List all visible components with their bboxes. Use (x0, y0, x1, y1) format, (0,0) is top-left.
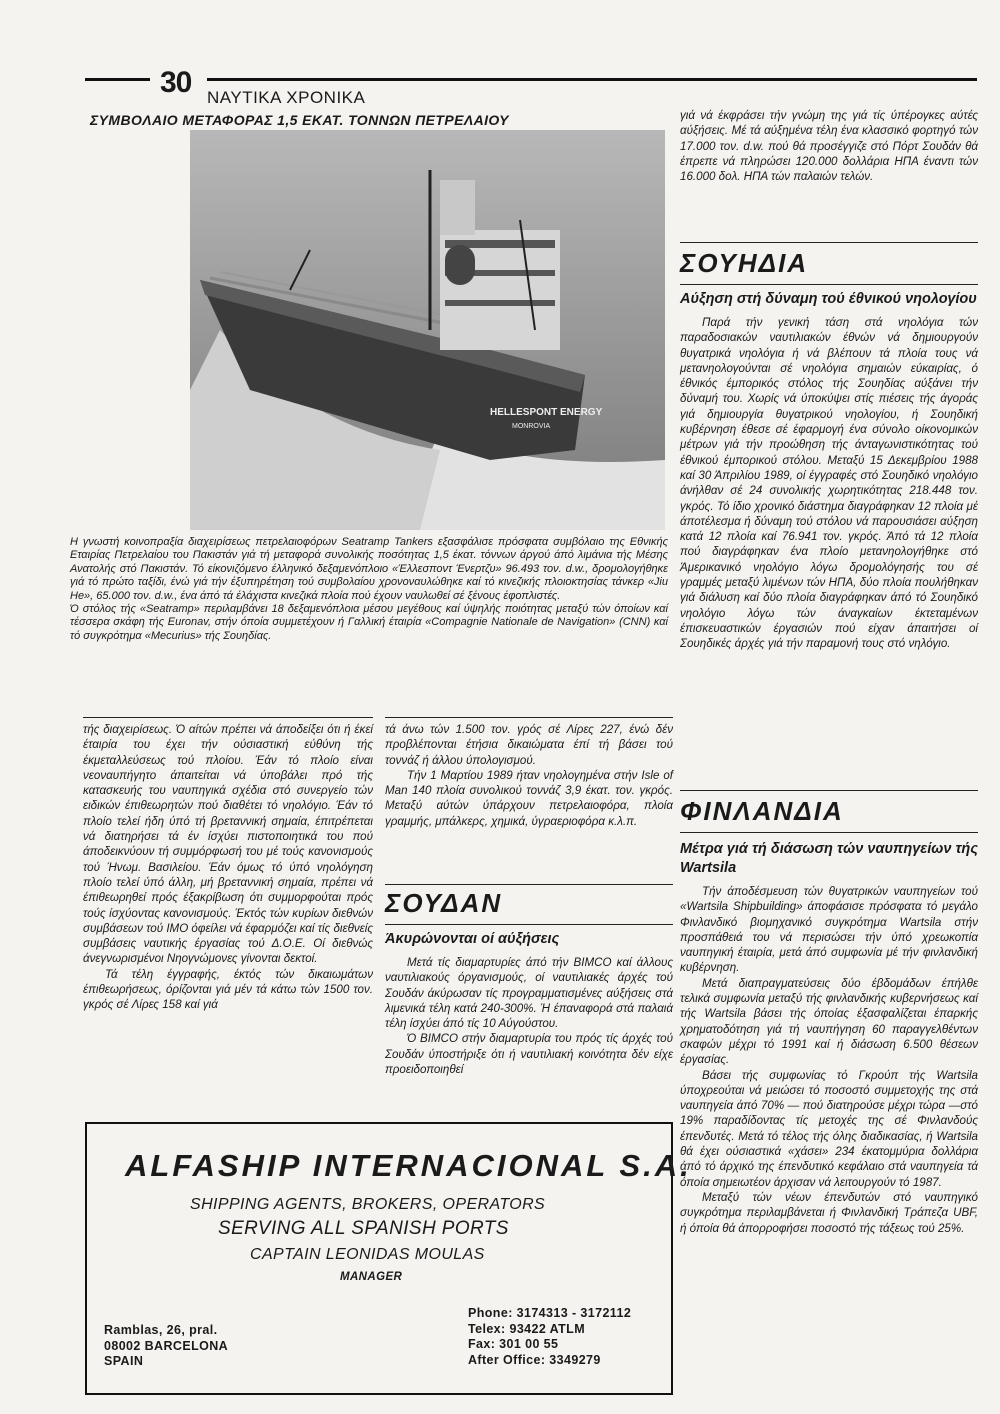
photo-caption (70, 536, 668, 643)
publication-name: ΝΑΥΤΙΚΑ ΧΡΟΝΙΚΑ (207, 88, 366, 107)
caption-paragraph-2: Ό στόλος τής «Seatramp» περιλαμβάνει 18 δεξαμενόπλοια μέσου μεγέθους καί ύψηλής ποιότητας μεταξύ τών όποίων καί τέσσερα σκάφη τής Euronav, στήν όποία συμμετέχουν ή Γαλλική έταιρία «Compagnie Nationale de Navigation» (CNN) καί τό συγκρότημα «Mecurius» τής Σουηδίας. (70, 603, 668, 642)
left-paragraph-1: τής διαχειρίσεως. Ό αίτών πρέπει νά άποδείξει ότι ή έκεί έταιρία του έχει τήν ούσιαστική εύθύνη τής έκμεταλλεύσεως τού πλοίου. Έάν τό πλοίο είναι νεοναυπήγητο άπαιτείται νά ύποβάλει πρό τής κατασκευής του ναυπηγικά σχέδια στό συνεργείο τών ειδικών έπιθεωρητών πού διαθέτει τό νηολόγιο. Έάν τό πλοίο τελεί ήδη ύπό τή βρεταννική σημαία, έπιτρέπεται νά διατηρήσει τά έν ίσχύει πιστοποιητικά του πού άποδεικνύουν τή συμμόρφωσή του μέ τούς κανονισμούς τού Ήνωμ. Βασιλείου. Έάν όμως τό ύπό νηολόγηση πλοίο τελεί ύπό άλλη, μή βρεταννική σημαία, πρέπει νά έπιθεωρηθεί πρός έξακρίβωση ότι συμμορφούται πρός τούς ίσχύοντας κανονισμούς. Έκτός τών κυρίων διεθνών συμβάσεων τού ΙΜΟ όφείλει νά έφαρμόζει καί τίς διεθνείς συμβάσεις ναυτικής έργασίας τού Δ.Ο.Ε. Οί διεθνώς άνεγνωρισμένοι Νηογνώμονες γίνονται δεκτοί. (83, 723, 373, 966)
sudan-rule-top (385, 884, 673, 885)
sudan-subhead: Άκυρώνονται οί αύξήσεις (385, 931, 560, 947)
sweden-rule-top (680, 242, 978, 243)
article-headline: ΣΥΜΒΟΛΑΙΟ ΜΕΤΑΦΟΡΑΣ 1,5 ΕΚΑΤ. ΤΟΝΝΩΝ ΠΕΤΡΕΛΑΙΟΥ (90, 112, 509, 128)
sudan-rule-bottom (385, 924, 673, 925)
ship-port-text: MONROVIA (512, 423, 551, 430)
finland-subhead: Μέτρα γιά τή διάσωση τών ναυπηγείων τής Wartsila (680, 841, 978, 876)
ad-company-name: ALFASHIP INTERNACIONAL S.A. (125, 1148, 692, 1183)
ad-telex: Telex: 93422 ATLM (468, 1321, 586, 1336)
ad-phone: Phone: 3174313 - 3172112 (468, 1306, 632, 1320)
middle-column (385, 722, 673, 829)
finland-paragraph-2: Μετά διαπραγματεύσεις δύο έβδομάδων έπήλθε τελικά συμφωνία μεταξύ τής φινλανδικής κυβερνήσεως καί τής Wartsila βάσει τής όποίας έξασφαλίζεται έπαρκής χρηματοδότηση γιά τή ναυπήγηση 60 παραγγελθέντων σκαφών μέχρι τό 1991 καί ή διάσωση 6.500 θέσεων έργασίας. (680, 976, 978, 1067)
ad-services-line: SHIPPING AGENTS, BROKERS, OPERATORS (190, 1196, 546, 1213)
page-number: 30 (160, 66, 192, 99)
ad-contact-name: CAPTAIN LEONIDAS MOULAS (250, 1246, 485, 1263)
sudan-paragraph-2: Ό BIMCO στήν διαμαρτυρία του πρός τίς άρχές τού Σουδάν ύποστήριξε ότι ή ναυτιλιακή κοινότητα δέν είχε προειδοποιηθεί (385, 1032, 673, 1077)
left-column (83, 722, 373, 1013)
ad-address (104, 1323, 228, 1370)
sudan-article (385, 930, 673, 1077)
ad-fax: Fax: 301 00 55 (468, 1337, 559, 1351)
ad-phones (468, 1306, 631, 1368)
tanker-illustration (190, 130, 665, 530)
sweden-rule-bottom (680, 284, 978, 285)
caption-paragraph-1: Η γνωστή κοινοπραξία διαχειρίσεως πετρελαιοφόρων Seatramp Tankers εξασφάλισε πρόσφατα συμβόλαιο της Εθνικής Εταιρίας Πετρελαίου του Πακιστάν γιά τή μεταφορά συνολικής ποσότητας 1,5 έκατ. τόννων άργού άπό λιμάνια τής Μέσης Ανατολής στό Πακιστάν. Τό είκονιζόμενο έλληνικό δεξαμενόπλοιο «Έλλεσποντ Ένερτζυ» 96.493 τον. d.w., δρομολογήθηκε γιά τό πρώτο ταξίδι, ένώ γιά τήν έξυπηρέτηση τού συμβολαίου χρονοναυλώθηκε καί τό κινεζικής πλοιοκτησίας τάνκερ «Jiu He», 65.000 τον. d.w., ένα άπό τά έλάχιστα κινεζικά πλοία πού έχουν ναυλωθεί σέ ξένους έφοπλιστές. (70, 536, 668, 602)
right-paragraph-0: γιά νά έκφράσει τήν γνώμη της γιά τίς ύπέρογκες αύτές αύξήσεις. Μέ τά αύξημένα τέλη ένα κλασσικό φορτηγό τών 17.000 τον. d.w. πού θά προσέγγιζε στό Πόρτ Σουδάν θά έπρεπε νά πληρώσει 120.000 δολλάρια ΗΠΑ έναντι τών 16.000 δολ. ΗΠΑ τών παλαιών τελών. (680, 109, 978, 184)
finland-rule-bottom (680, 832, 978, 833)
sweden-subhead: Αύξηση στή δύναμη τού έθνικού νηολογίου (680, 291, 977, 307)
sudan-paragraph-1: Μετά τίς διαμαρτυρίες άπό τήν BIMCO καί άλλους ναυτιλιακούς όργανισμούς, οί ναυτιλιακές άρχές τού Σουδάν άκύρωσαν τίς προγραμματισμένες αύξήσεις στά λιμενικά τέλη κατά 240-300%. Ή έπαναφορά στά παλαιά τέλη ίσχύει άπό τίς 10 Αύγούστου. (385, 956, 673, 1031)
ad-address-line-1: Ramblas, 26, pral. (104, 1323, 218, 1337)
sweden-paragraph: Παρά τήν γενική τάση στά νηολόγια τών παραδοσιακών ναυτιλιακών έθνών νά δημιουργούν θυγατρικά νηολόγια ή νά βλέπουν τά πλοία τους νά μετανηολογούνται σέ νηολόγια σημαιών εύκαιρίας, ό έθνικός έμπορικός στόλος τής Σουηδίας αύξάνει τήν δύναμή του. Χωρίς νά ύποκύψει στίς πιέσεις τής άγοράς γιά δημιουργία θυγατρικού νηολογίου, ή Σουηδική κυβέρνηση έθεσε σέ έφαρμογή ένα σύνολο οίκονομικών μέτρων γιά τήν προώθηση τής άνταγωνιστικότητας τού έθνικού έμπορικού στόλου. Μεταξύ 15 Δεκεμβρίου 1988 καί 30 Άπριλίου 1989, οί έγγραφές στό Σουηδικό νηολόγιο άνήλθαν σέ 24 συνολικής χωρητικότητας 218.448 τον. γκρός. Τό ίδιο χρονικό διάστημα διαγράφηκαν 12 πλοία μέ άποτέλεσμα ή δύναμη τού στόλου νά παρουσιάσει αύξηση κατά 12 πλοία καί 76.941 τον. γκρός. Άπό τά 12 πλοία πού διαγράφηκαν ένα πλοίο μετανηολογήθηκε στό Άμερικανικό νηολόγιο λόγω δρομολόγησής του σέ γραμμές μεταξύ λιμένων τών ΗΠΑ, δύο πλοία πουλήθηκαν γιά διάλυση καί δύο πλοία διαγράφηκαν άπό τό Σουηδικό νηολόγιο λόγω τών άναγκαίων έκτεταμένων έπισκευαστικών έργασιών πού είχαν άπαιτήσει οί Σουηδικές άρχές γιά τήν παραμονή τους στό νηλόγιο. (680, 316, 978, 651)
left-column-top-rule (83, 717, 373, 718)
finland-article (680, 840, 978, 1236)
ad-after-office: After Office: 3349279 (468, 1352, 601, 1367)
ad-address-line-3: SPAIN (104, 1354, 144, 1368)
section-sudan: ΣΟΥΔΑΝ (385, 888, 503, 918)
middle-paragraph-1: τά άνω τών 1.500 τον. γρός σέ Λίρες 227, ένώ δέν προβλέπονται έτήσια δικαιώματα έπί τή βάσει τού τοννάζ ή άλλου ύπολογισμού. (385, 723, 673, 767)
sweden-article (680, 290, 978, 652)
ad-address-line-2: 08002 BARCELONA (104, 1338, 229, 1353)
middle-paragraph-2: Τήν 1 Μαρτίου 1989 ήταν νηολογημένα στήν Isle of Man 140 πλοία συνολικού τοννάζ 3,9 έκατ. τον. γκρός. Μεταξύ αύτών ύπάρχουν πετρελαιοφόρα, πλοία γραμμής, μπάλκερς, χημικά, ύγραεριοφόρα κ.λ.π. (385, 768, 673, 828)
middle-column-top-rule (385, 717, 673, 718)
finland-paragraph-1: Τήν άποδέσμευση τών θυγατρικών ναυπηγείων τού «Wartsila Shipbuilding» άποφάσισε πρόσφατα τό μεγάλο Φινλανδικό βιομηχανικό συγκρότημα Wartsila στήν προσπάθειά του νά περισώσει τήν ύπό χρεωκοπία ναυπηγική έταιρία, μετά άπό συμφωνία μέ τήν φινλανδική κυβέρνηση. (680, 885, 978, 975)
finland-paragraph-4: Μεταξύ τών νέων έπενδυτών στό ναυπηγικό συγκρότημα περιλαμβάνεται ή Φινλανδική Τράπεζα UBF, ή όποία θά άπορροφήσει ποσοστό τής τάξεως τού 25%. (680, 1190, 978, 1235)
header-rule-left (85, 78, 150, 81)
tanker-photo (190, 130, 665, 530)
left-paragraph-2: Τά τέλη έγγραφής, έκτός τών δικαιωμάτων έπιθεωρήσεως, όρίζονται γιά μέν τά κάτω τών 1500 τον. γκρός σέ Λίρες 158 καί γιά (83, 967, 373, 1012)
section-sweden: ΣΟΥΗΔΙΑ (680, 248, 809, 278)
finland-rule-top (680, 790, 978, 791)
right-column-top (680, 108, 978, 184)
finland-paragraph-3: Βάσει τής συμφωνίας τό Γκρούπ τής Wartsila ύποχρεούται νά μειώσει τό ποσοστό συμμετοχής της στά ναυπηγεία άπό 70% — πού διατηρούσε μέχρι τώρα —στό 19% παραδίδοντας τίς μετοχές της σέ Φινλανδούς έπενδυτές. Μετά τό τέλος τής όλης διαδικασίας, ή Wartsila θά έχει ούσιαστικά «χάσει» 234 έκατομμύρια δολλάρια άπό τό άρχικό της έπενδυτικό κεφάλαιο στά ναυπηγεία τά όποία σημειωτέον άρχισαν νά λειτουργούν τό 1987. (680, 1068, 978, 1189)
header-rule-right (207, 78, 977, 81)
section-finland: ΦΙΝΛΑΝΔΙΑ (680, 796, 844, 826)
ship-name-text: HELLESPONT ENERGY (490, 407, 603, 418)
ad-contact-role: MANAGER (340, 1271, 403, 1283)
ad-ports-line: SERVING ALL SPANISH PORTS (218, 1218, 509, 1239)
